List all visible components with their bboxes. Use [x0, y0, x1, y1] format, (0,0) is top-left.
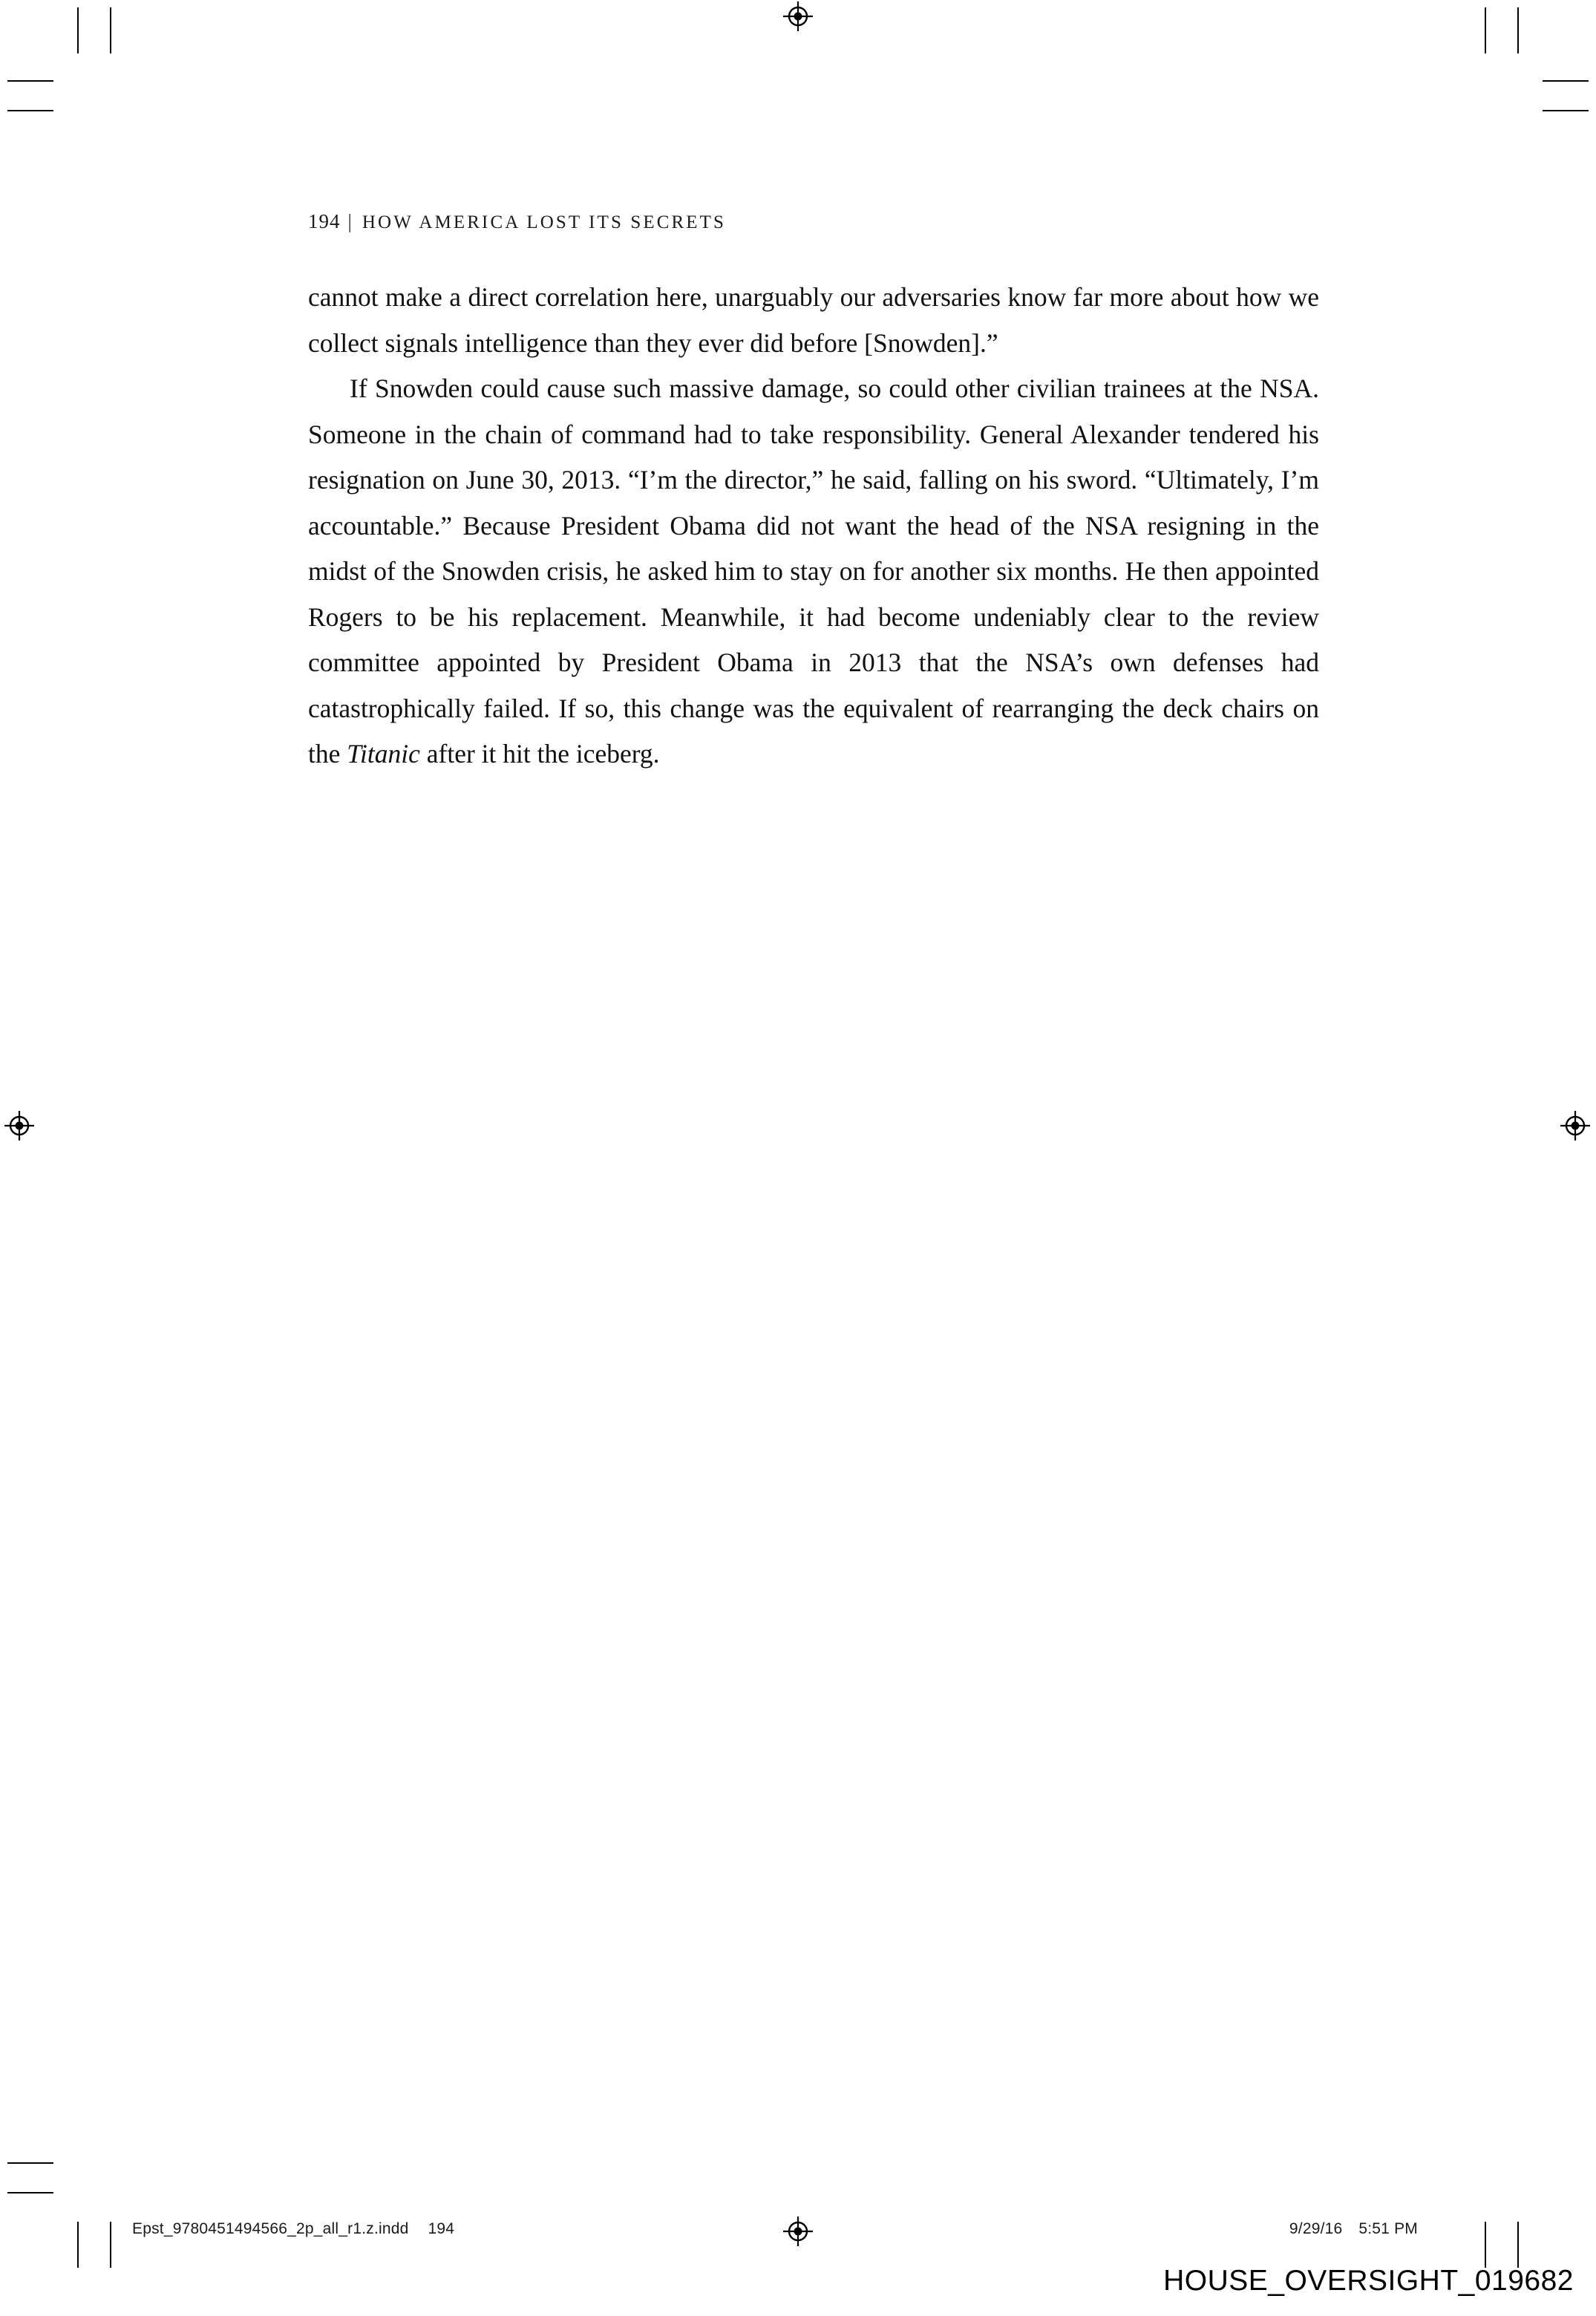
crop-mark-top-left-vertical: [77, 7, 79, 53]
crop-mark-right-top-horizontal: [1543, 80, 1589, 82]
paragraph-continued: cannot make a direct correlation here, unarguably our adversaries know far more about how we collect signals intelligence than they ever did before [Snowden].”: [308, 282, 1319, 358]
footer-time: 5:51 PM: [1358, 2220, 1418, 2237]
page-footer: [0, 2220, 1596, 2250]
bates-stamp: HOUSE_OVERSIGHT_019682: [1163, 2265, 1574, 2297]
running-head: [308, 210, 1318, 233]
crop-mark-left-bottom-horizontal: [7, 2192, 53, 2193]
crop-mark-top-right-vertical-inner: [1485, 7, 1486, 53]
crop-mark-top-right-vertical: [1517, 7, 1519, 53]
registration-mark-right: [1559, 1109, 1592, 1142]
paragraph-snowden-damage: [308, 366, 1319, 777]
paragraph-snowden-damage-text: If Snowden could cause such massive damage, so could other civilian trainees at the NSA. Someone in the chain of command had to take responsibility. General Alexander tendered his resignation on June 30, 2013. “I’m the director,” he said, falling on his sword. “Ultimately, I’m accountable.” Because President Obama did not want the head of the NSA resigning in the midst of the Snowden crisis, he asked him to stay on for another six months. He then appointed Rogers to be his replacement. Meanwhile, it had become undeniably clear to the review committee appointed by President Obama in 2013 that the NSA’s own defenses had catastrophically failed. If so, this change was the equivalent of rearranging the deck chairs on the: [308, 374, 1319, 769]
footer-timestamp: [1289, 2220, 1418, 2238]
footer-indd-filename: Epst_9780451494566_2p_all_r1.z.indd: [132, 2220, 409, 2237]
crop-mark-top-left-vertical-inner: [110, 7, 111, 53]
footer-date: 9/29/16: [1289, 2220, 1343, 2237]
crop-mark-left-top-horizontal: [7, 80, 53, 82]
footer-file-slug: [132, 2220, 454, 2238]
registration-mark-top: [782, 0, 814, 33]
body-text-block: [308, 275, 1319, 777]
footer-page-number: 194: [428, 2220, 455, 2237]
crop-mark-right-top-horizontal-inner: [1543, 110, 1589, 111]
paragraph-final-clause: after it hit the iceberg.: [419, 739, 660, 769]
running-head-separator: |: [347, 210, 353, 232]
crop-mark-left-top-horizontal-inner: [7, 110, 53, 111]
page-folio-number: 194: [308, 210, 341, 232]
running-head-book-title: HOW AMERICA LOST ITS SECRETS: [362, 212, 727, 232]
crop-mark-left-bottom-horizontal-inner: [7, 2162, 53, 2164]
italic-title-titanic: Titanic: [347, 739, 420, 769]
registration-mark-left: [3, 1109, 36, 1142]
